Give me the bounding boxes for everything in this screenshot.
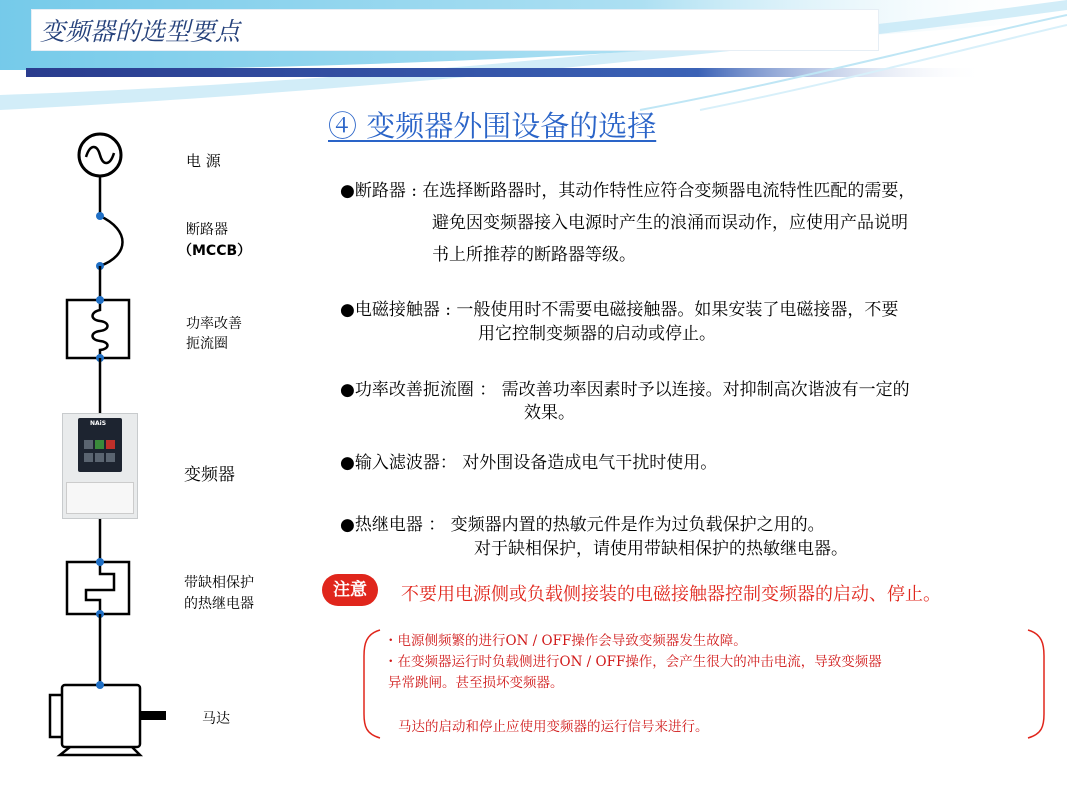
label-inverter: 变频器 [184, 465, 235, 485]
breaker-desc-line3: 书上所推荐的断路器等级。 [432, 245, 636, 265]
thermal-desc-line2: 对于缺相保护，请使用带缺相保护的热敏继电器。 [474, 539, 848, 559]
reactor-desc-line1: ●功率改善扼流圈 ： 需改善功率因素时予以连接。对抑制高次谐波有一定的 [340, 380, 910, 400]
label-reactor-2: 扼流圈 [186, 336, 228, 352]
filter-desc-line1: ●输入滤波器： 对外围设备造成电气干扰时使用。 [340, 453, 718, 473]
label-thermal-relay: 带缺相保护 [184, 575, 254, 591]
inverter-warning-label [66, 482, 134, 514]
section-title: ④ 变频器外围设备的选择 [328, 109, 657, 143]
breaker-desc-line1: ●断路器 : 在选择断路器时，其动作特性应符合变频器电流特性匹配的需要， [340, 181, 916, 201]
reactor-coil-icon [67, 296, 129, 362]
label-breaker: 断路器 [186, 222, 228, 238]
label-motor: 马达 [202, 711, 230, 727]
thermal-relay-icon [67, 558, 129, 618]
label-breaker-mccb: （MCCB） [178, 243, 252, 259]
reactor-desc-line2: 效果。 [524, 403, 575, 423]
contactor-desc-line1: ●电磁接触器 : 一般使用时不需要电磁接触器。如果安装了电磁接器，不要 [340, 300, 899, 320]
label-thermal-relay-2: 的热继电器 [184, 596, 254, 612]
page-title: 变频器的选型要点 [40, 17, 241, 46]
ac-source-icon [79, 134, 121, 176]
caution-note-3: 异常跳闸。甚至损坏变频器。 [388, 675, 564, 691]
label-reactor: 功率改善 [186, 316, 242, 332]
breaker-icon [96, 212, 123, 270]
label-power: 电 源 [186, 152, 221, 170]
contactor-desc-line2: 用它控制变频器的启动或停止。 [478, 324, 716, 344]
caution-note-1: ・电源侧频繁的进行ON / OFF操作会导致变频器发生故障。 [384, 633, 747, 649]
motor-icon [50, 681, 166, 755]
inverter-brand: NAiS [90, 420, 107, 427]
inverter-buttons [84, 440, 116, 468]
caution-text: 不要用电源侧或负载侧接装的电磁接触器控制变频器的启动、停止。 [401, 584, 941, 605]
thermal-desc-line1: ●热继电器 ： 变频器内置的热敏元件是作为过负载保护之用的。 [340, 515, 825, 535]
caution-badge: 注意 [322, 574, 378, 606]
breaker-desc-line2: 避免因变频器接入电源时产生的浪涌而误动作，应使用产品说明 [432, 213, 908, 233]
caution-note-2: ・在变频器运行时负载侧进行ON / OFF操作，会产生很大的冲击电流，导致变频器 [384, 654, 882, 670]
caution-note-4: 马达的启动和停止应使用变频器的运行信号来进行。 [398, 719, 709, 735]
